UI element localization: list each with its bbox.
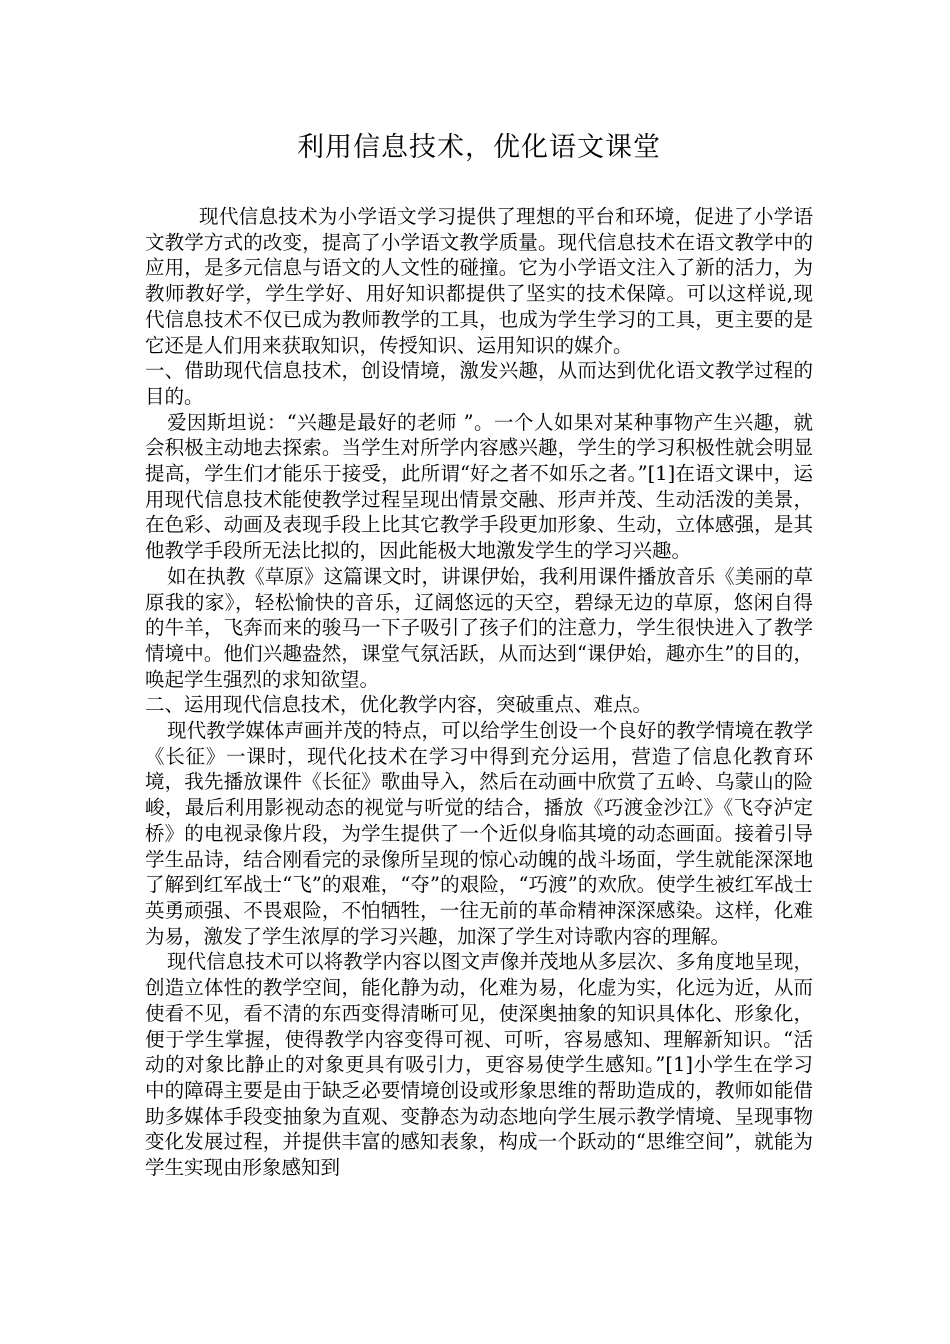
- document-body: [145, 204, 813, 1181]
- section-heading-1: 一、借助现代信息技术，创设情境，激发兴趣，从而达到优化语文教学过程的目的。: [145, 359, 813, 408]
- paragraph-interest: 爱因斯坦说：“兴趣是最好的老师 ”。一个人如果对某种事物产生兴趣，就会积极主动地去探索。当学生对所学内容感兴趣，学生的学习积极性就会明显提高，学生们才能乐于接受，此所谓“好之者不如乐之者。”[1]在语文课中，运用现代信息技术能使教学过程呈现出情景交融、形声并茂、生动活泼的美景，在色彩、动画及表现手段上比其它教学手段更加形象、生动，立体感强，是其他教学手段所无法比拟的，因此能极大地激发学生的学习兴趣。: [145, 410, 813, 563]
- paragraph-intro: 现代信息技术为小学语文学习提供了理想的平台和环境，促进了小学语文教学方式的改变，提高了小学语文教学质量。现代信息技术在语文教学中的应用，是多元信息与语文的人文性的碰撞。它为小学语文注入了新的活力，为教师教好学，学生学好、用好知识都提供了坚实的技术保障。可以这样说,现代信息技术不仅已成为教师教学的工具，也成为学生学习的工具，更主要的是它还是人们用来获取知识，传授知识、运用知识的媒介。: [145, 205, 813, 357]
- document-title: 利用信息技术，优化语文课堂: [297, 132, 661, 163]
- document-page: [145, 128, 813, 1181]
- paragraph-multimedia: 现代信息技术可以将教学内容以图文声像并茂地从多层次、多角度地呈现，创造立体性的教学空间，能化静为动，化难为易，化虚为实，化远为近，从而使看不见，看不清的东西变得清晰可见，使深奥抽象的知识具体化、形象化，便于学生掌握，使得教学内容变得可视、可听，容易感知、理解新知识。“活动的对象比静止的对象更具有吸引力，更容易使学生感知。”[1]小学生在学习中的障碍主要是由于缺乏必要情境创设或形象思维的帮助造成的，教师如能借助多媒体手段变抽象为直观、变静态为动态地向学生展示教学情境、呈现事物变化发展过程，并提供丰富的感知表象，构成一个跃动的“思维空间”，就能为学生实现由形象感知到: [145, 950, 813, 1180]
- section-heading-2: 二、运用现代信息技术，优化教学内容，突破重点、难点。: [145, 693, 653, 717]
- paragraph-long-march-example: 现代教学媒体声画并茂的特点，可以给学生创设一个良好的教学情境在教学《长征》一课时，现代化技术在学习中得到充分运用，营造了信息化教育环境，我先播放课件《长征》歌曲导入，然后在动画中欣赏了五岭、乌蒙山的险峻，最后利用影视动态的视觉与听觉的结合，播放《巧渡金沙江》《飞夺泸定桥》的电视录像片段，为学生提供了一个近似身临其境的动态画面。接着引导学生品诗，结合刚看完的录像所呈现的惊心动魄的战斗场面，学生就能深深地了解到红军战士“飞”的艰难，“夺”的艰险，“巧渡”的欢欣。使学生被红军战士英勇顽强、不畏艰险，不怕牺牲，一往无前的革命精神深深感染。这样，化难为易，激发了学生浓厚的学习兴趣，加深了学生对诗歌内容的理解。: [145, 719, 813, 948]
- paragraph-grassland-example: 如在执教《草原》这篇课文时，讲课伊始，我利用课件播放音乐《美丽的草原我的家》，轻松愉快的音乐，辽阔悠远的天空，碧绿无边的草原，悠闲自得的牛羊，飞奔而来的骏马一下子吸引了孩子们的注意力，学生很快进入了教学情境中。他们兴趣盎然，课堂气氛活跃，从而达到“课伊始，趣亦生”的目的，唤起学生强烈的求知欲望。: [145, 564, 813, 691]
